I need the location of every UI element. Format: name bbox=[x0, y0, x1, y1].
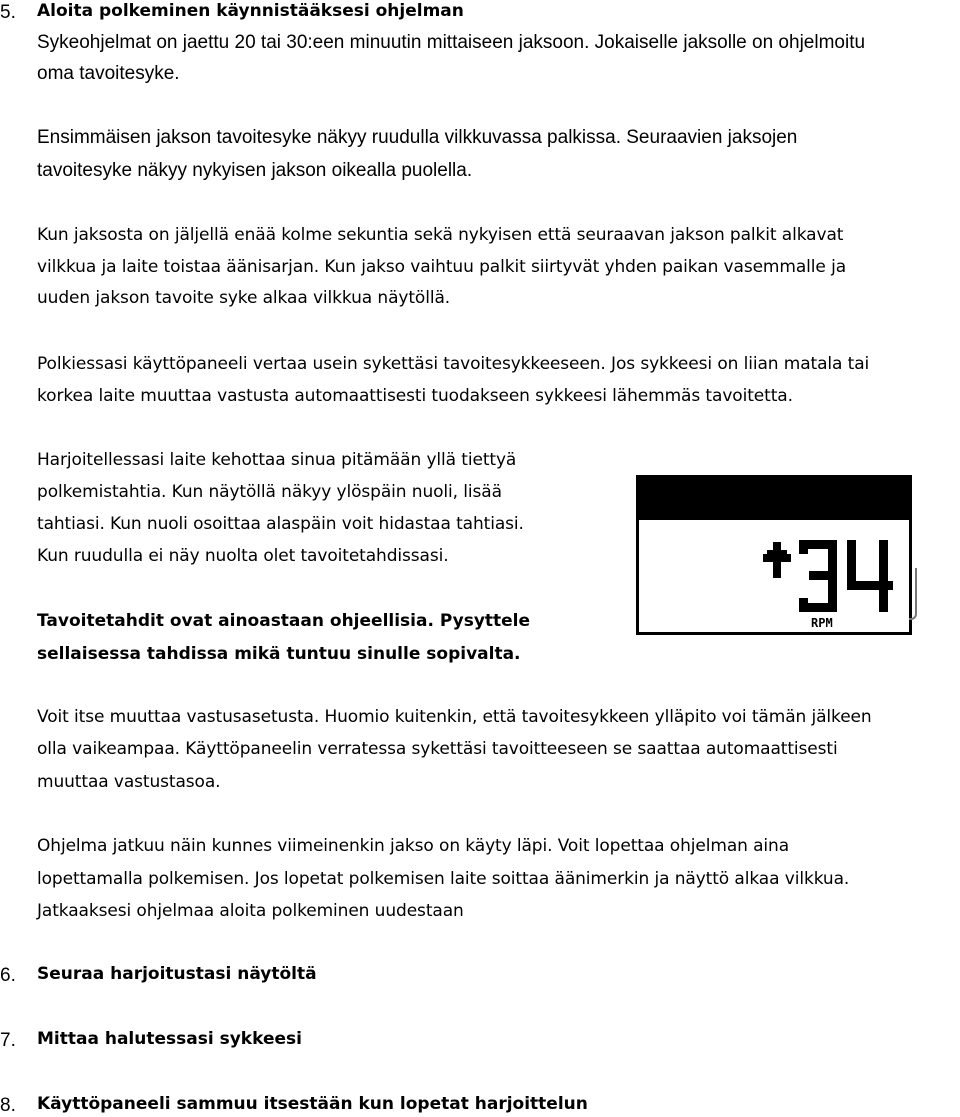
paragraph-line: tahtiasi. Kun nuoli osoittaa alaspäin voit hidastaa tahtiasi. bbox=[37, 514, 524, 534]
item-title: Mittaa halutessasi sykkeesi bbox=[37, 1029, 302, 1049]
paragraph-line: uuden jakson tavoite syke alkaa vilkkua näytöllä. bbox=[37, 288, 451, 308]
paragraph-line: Harjoitellessasi laite kehottaa sinua pitämään yllä tiettyä bbox=[37, 450, 517, 470]
paragraph-line: tavoitesyke näkyy nykyisen jakson oikealla puolella. bbox=[37, 160, 473, 181]
paragraph-line: polkemistahtia. Kun näytöllä näkyy ylöspäin nuoli, lisää bbox=[37, 482, 502, 502]
paragraph-line: Polkiessasi käyttöpaneeli vertaa usein sykettäsi tavoitesykkeeseen. Jos sykkeesi on liian matala tai bbox=[37, 354, 870, 374]
up-arrow-icon bbox=[763, 542, 791, 578]
display-graphic bbox=[639, 478, 909, 632]
item-number: 8. bbox=[0, 1095, 16, 1116]
paragraph-line: Voit itse muuttaa vastusasetusta. Huomio kuitenkin, että tavoitesykkeen ylläpito voi tämän jälkeen bbox=[37, 707, 872, 727]
rpm-label: RPM bbox=[811, 616, 833, 630]
item-number: 6. bbox=[0, 965, 16, 986]
console-display bbox=[636, 475, 912, 635]
paragraph-line: Ensimmäisen jakson tavoitesyke näkyy ruudulla vilkkuvassa palkissa. Seuraavien jaksojen bbox=[37, 127, 798, 148]
paragraph-line: vilkkua ja laite toistaa äänisarjan. Kun jakso vaihtuu palkit siirtyvät yhden paikan vasemmalle ja bbox=[37, 257, 847, 277]
paragraph-line: oma tavoitesyke. bbox=[37, 63, 180, 84]
paragraph-line: lopettamalla polkemisen. Jos lopetat polkemisen laite soittaa äänimerkin ja näyttö alkaa vilkkua. bbox=[37, 869, 850, 889]
paragraph-line: Sykeohjelmat on jaettu 20 tai 30:een minuutin mittaiseen jaksoon. Jokaiselle jaksolle on ohjelmoitu bbox=[37, 32, 866, 53]
paragraph-line: muuttaa vastustasoa. bbox=[37, 772, 221, 792]
item-title: Aloita polkeminen käynnistääksesi ohjelman bbox=[37, 1, 464, 21]
digit-3 bbox=[799, 540, 837, 612]
paragraph-line: olla vaikeampaa. Käyttöpaneelin verratessa sykettäsi tavoitteeseen se saattaa automaattisesti bbox=[37, 739, 838, 759]
item-title: Seuraa harjoitustasi näytöltä bbox=[37, 964, 317, 984]
digit-4 bbox=[847, 540, 893, 612]
item-number: 5. bbox=[0, 2, 16, 23]
paragraph-line: korkea laite muuttaa vastusta automaattisesti tuodakseen sykkeesi lähemmäs tavoitetta. bbox=[37, 386, 793, 406]
paragraph-line: Kun jaksosta on jäljellä enää kolme sekuntia sekä nykyisen että seuraavan jakson palkit alkavat bbox=[37, 225, 844, 245]
item-title: Käyttöpaneeli sammuu itsestään kun lopetat harjoittelun bbox=[37, 1094, 588, 1114]
paragraph-line: Jatkaaksesi ohjelmaa aloita polkeminen uudestaan bbox=[37, 901, 464, 921]
paragraph-line: Ohjelma jatkuu näin kunnes viimeinenkin jakso on käyty läpi. Voit lopettaa ohjelman aina bbox=[37, 836, 790, 856]
bold-note-line: sellaisessa tahdissa mikä tuntuu sinulle sopivalta. bbox=[37, 644, 521, 664]
bold-note-line: Tavoitetahdit ovat ainoastaan ohjeellisia. Pysyttele bbox=[37, 611, 531, 631]
item-number: 7. bbox=[0, 1030, 16, 1051]
paragraph-line: Kun ruudulla ei näy nuolta olet tavoitetahdissasi. bbox=[37, 546, 449, 566]
display-edge bbox=[909, 568, 917, 620]
